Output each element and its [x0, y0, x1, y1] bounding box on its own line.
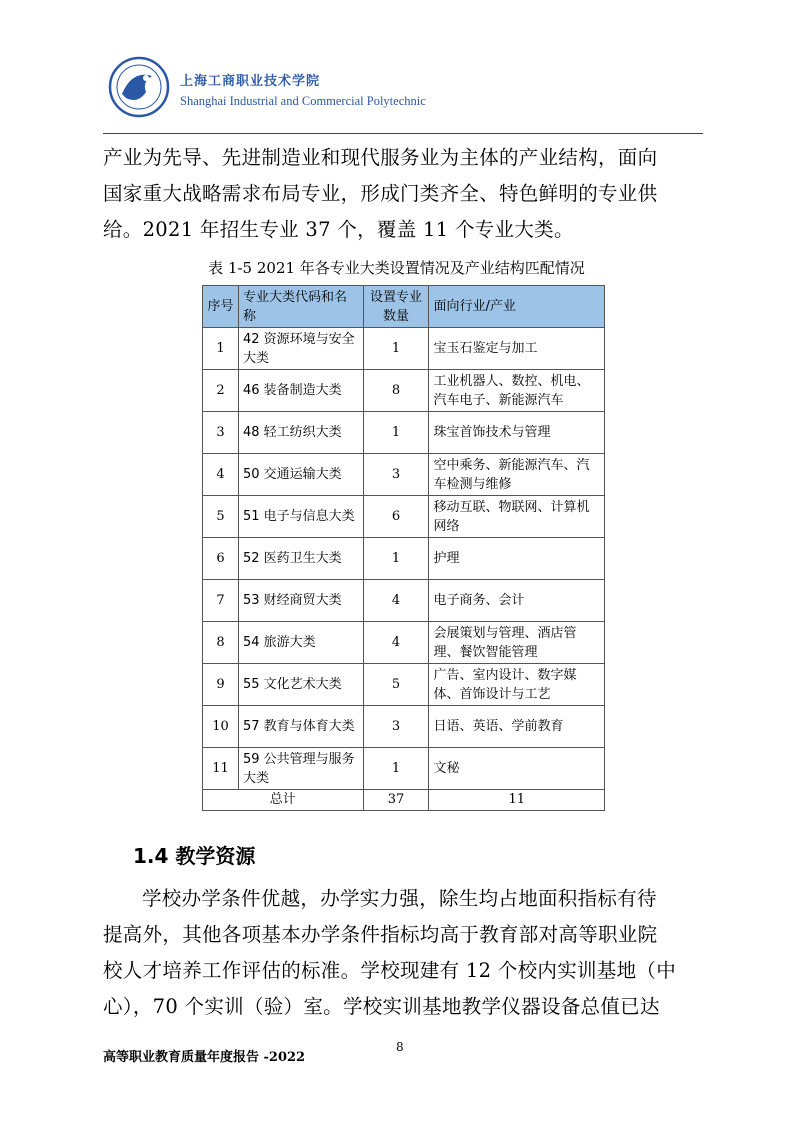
cell-industry: 护理	[429, 538, 605, 580]
cell-category: 54 旅游大类	[238, 622, 363, 664]
col-header-count: 设置专业数量	[363, 286, 429, 328]
major-category-table	[202, 285, 605, 811]
cell-index: 9	[203, 664, 239, 706]
cell-industry: 工业机器人、数控、机电、汽车电子、新能源汽车	[429, 370, 605, 412]
table-row	[203, 538, 605, 580]
table-caption: 表 1-5 2021 年各专业大类设置情况及产业结构匹配情况	[208, 259, 585, 277]
cell-index: 6	[203, 538, 239, 580]
cell-industry: 会展策划与管理、酒店管理、餐饮智能管理	[429, 622, 605, 664]
table-row	[203, 622, 605, 664]
cell-index: 11	[203, 748, 239, 790]
cell-index: 1	[203, 328, 239, 370]
cell-industry: 移动互联、物联网、计算机网络	[429, 496, 605, 538]
col-header-category: 专业大类代码和名称	[238, 286, 363, 328]
cell-category: 52 医药卫生大类	[238, 538, 363, 580]
table-row	[203, 370, 605, 412]
body-paragraph	[103, 881, 703, 1025]
cell-industry: 宝玉石鉴定与加工	[429, 328, 605, 370]
table-header-row	[203, 286, 605, 328]
table-row	[203, 454, 605, 496]
text-line: 校人才培养工作评估的标准。学校现建有 12 个校内实训基地（中	[103, 959, 677, 982]
header-divider	[103, 133, 703, 134]
text-line: 国家重大战略需求布局专业，形成门类齐全、特色鲜明的专业供	[103, 182, 658, 205]
cell-count: 5	[363, 664, 429, 706]
cell-count: 4	[363, 580, 429, 622]
school-name-en: Shanghai Industrial and Commercial Polytechnic	[180, 94, 426, 108]
cell-count: 3	[363, 454, 429, 496]
col-header-industry: 面向行业/产业	[429, 286, 605, 328]
cell-count: 3	[363, 706, 429, 748]
cell-category: 51 电子与信息大类	[238, 496, 363, 538]
page-header	[108, 56, 708, 128]
cell-category: 46 装备制造大类	[238, 370, 363, 412]
cell-count: 1	[363, 748, 429, 790]
table-row	[203, 328, 605, 370]
text-line: 心），70 个实训（验）室。学校实训基地教学仪器设备总值已达	[103, 995, 660, 1018]
text-line: 给。2021 年招生专业 37 个，覆盖 11 个专业大类。	[103, 218, 574, 241]
table-total-row	[203, 790, 605, 811]
report-title: 高等职业教育质量年度报告 -2022	[103, 1050, 306, 1065]
cell-category: 50 交通运输大类	[238, 454, 363, 496]
total-count: 37	[363, 790, 429, 811]
cell-industry: 广告、室内设计、数字媒体、首饰设计与工艺	[429, 664, 605, 706]
section-title: 1.4 教学资源	[133, 844, 256, 868]
cell-category: 42 资源环境与安全大类	[238, 328, 363, 370]
cell-industry: 珠宝首饰技术与管理	[429, 412, 605, 454]
cell-index: 3	[203, 412, 239, 454]
cell-category: 48 轻工纺织大类	[238, 412, 363, 454]
school-name-cn: 上海工商职业技术学院	[180, 74, 321, 89]
cell-category: 53 财经商贸大类	[238, 580, 363, 622]
text-line: 学校办学条件优越，办学实力强，除生均占地面积指标有待	[142, 887, 657, 910]
cell-index: 10	[203, 706, 239, 748]
table-row	[203, 496, 605, 538]
table-row	[203, 664, 605, 706]
cell-count: 6	[363, 496, 429, 538]
cell-industry: 电子商务、会计	[429, 580, 605, 622]
intro-paragraph	[103, 140, 703, 248]
cell-count: 1	[363, 538, 429, 580]
cell-count: 4	[363, 622, 429, 664]
cell-industry: 日语、英语、学前教育	[429, 706, 605, 748]
cell-category: 59 公共管理与服务大类	[238, 748, 363, 790]
cell-industry: 空中乘务、新能源汽车、汽车检测与维修	[429, 454, 605, 496]
table-row	[203, 412, 605, 454]
total-label: 总计	[203, 790, 364, 811]
text-line: 提高外，其他各项基本办学条件指标均高于教育部对高等职业院	[103, 923, 658, 946]
school-logo-icon	[108, 56, 170, 118]
table-row	[203, 580, 605, 622]
text-line: 产业为先导、先进制造业和现代服务业为主体的产业结构，面向	[103, 146, 658, 169]
total-categories: 11	[429, 790, 605, 811]
cell-count: 1	[363, 328, 429, 370]
table-row	[203, 706, 605, 748]
table-row	[203, 748, 605, 790]
cell-index: 5	[203, 496, 239, 538]
cell-count: 8	[363, 370, 429, 412]
cell-index: 2	[203, 370, 239, 412]
page-number: 8	[396, 1040, 404, 1054]
cell-category: 57 教育与体育大类	[238, 706, 363, 748]
col-header-index: 序号	[203, 286, 239, 328]
cell-count: 1	[363, 412, 429, 454]
cell-industry: 文秘	[429, 748, 605, 790]
cell-index: 4	[203, 454, 239, 496]
cell-index: 8	[203, 622, 239, 664]
cell-index: 7	[203, 580, 239, 622]
cell-category: 55 文化艺术大类	[238, 664, 363, 706]
